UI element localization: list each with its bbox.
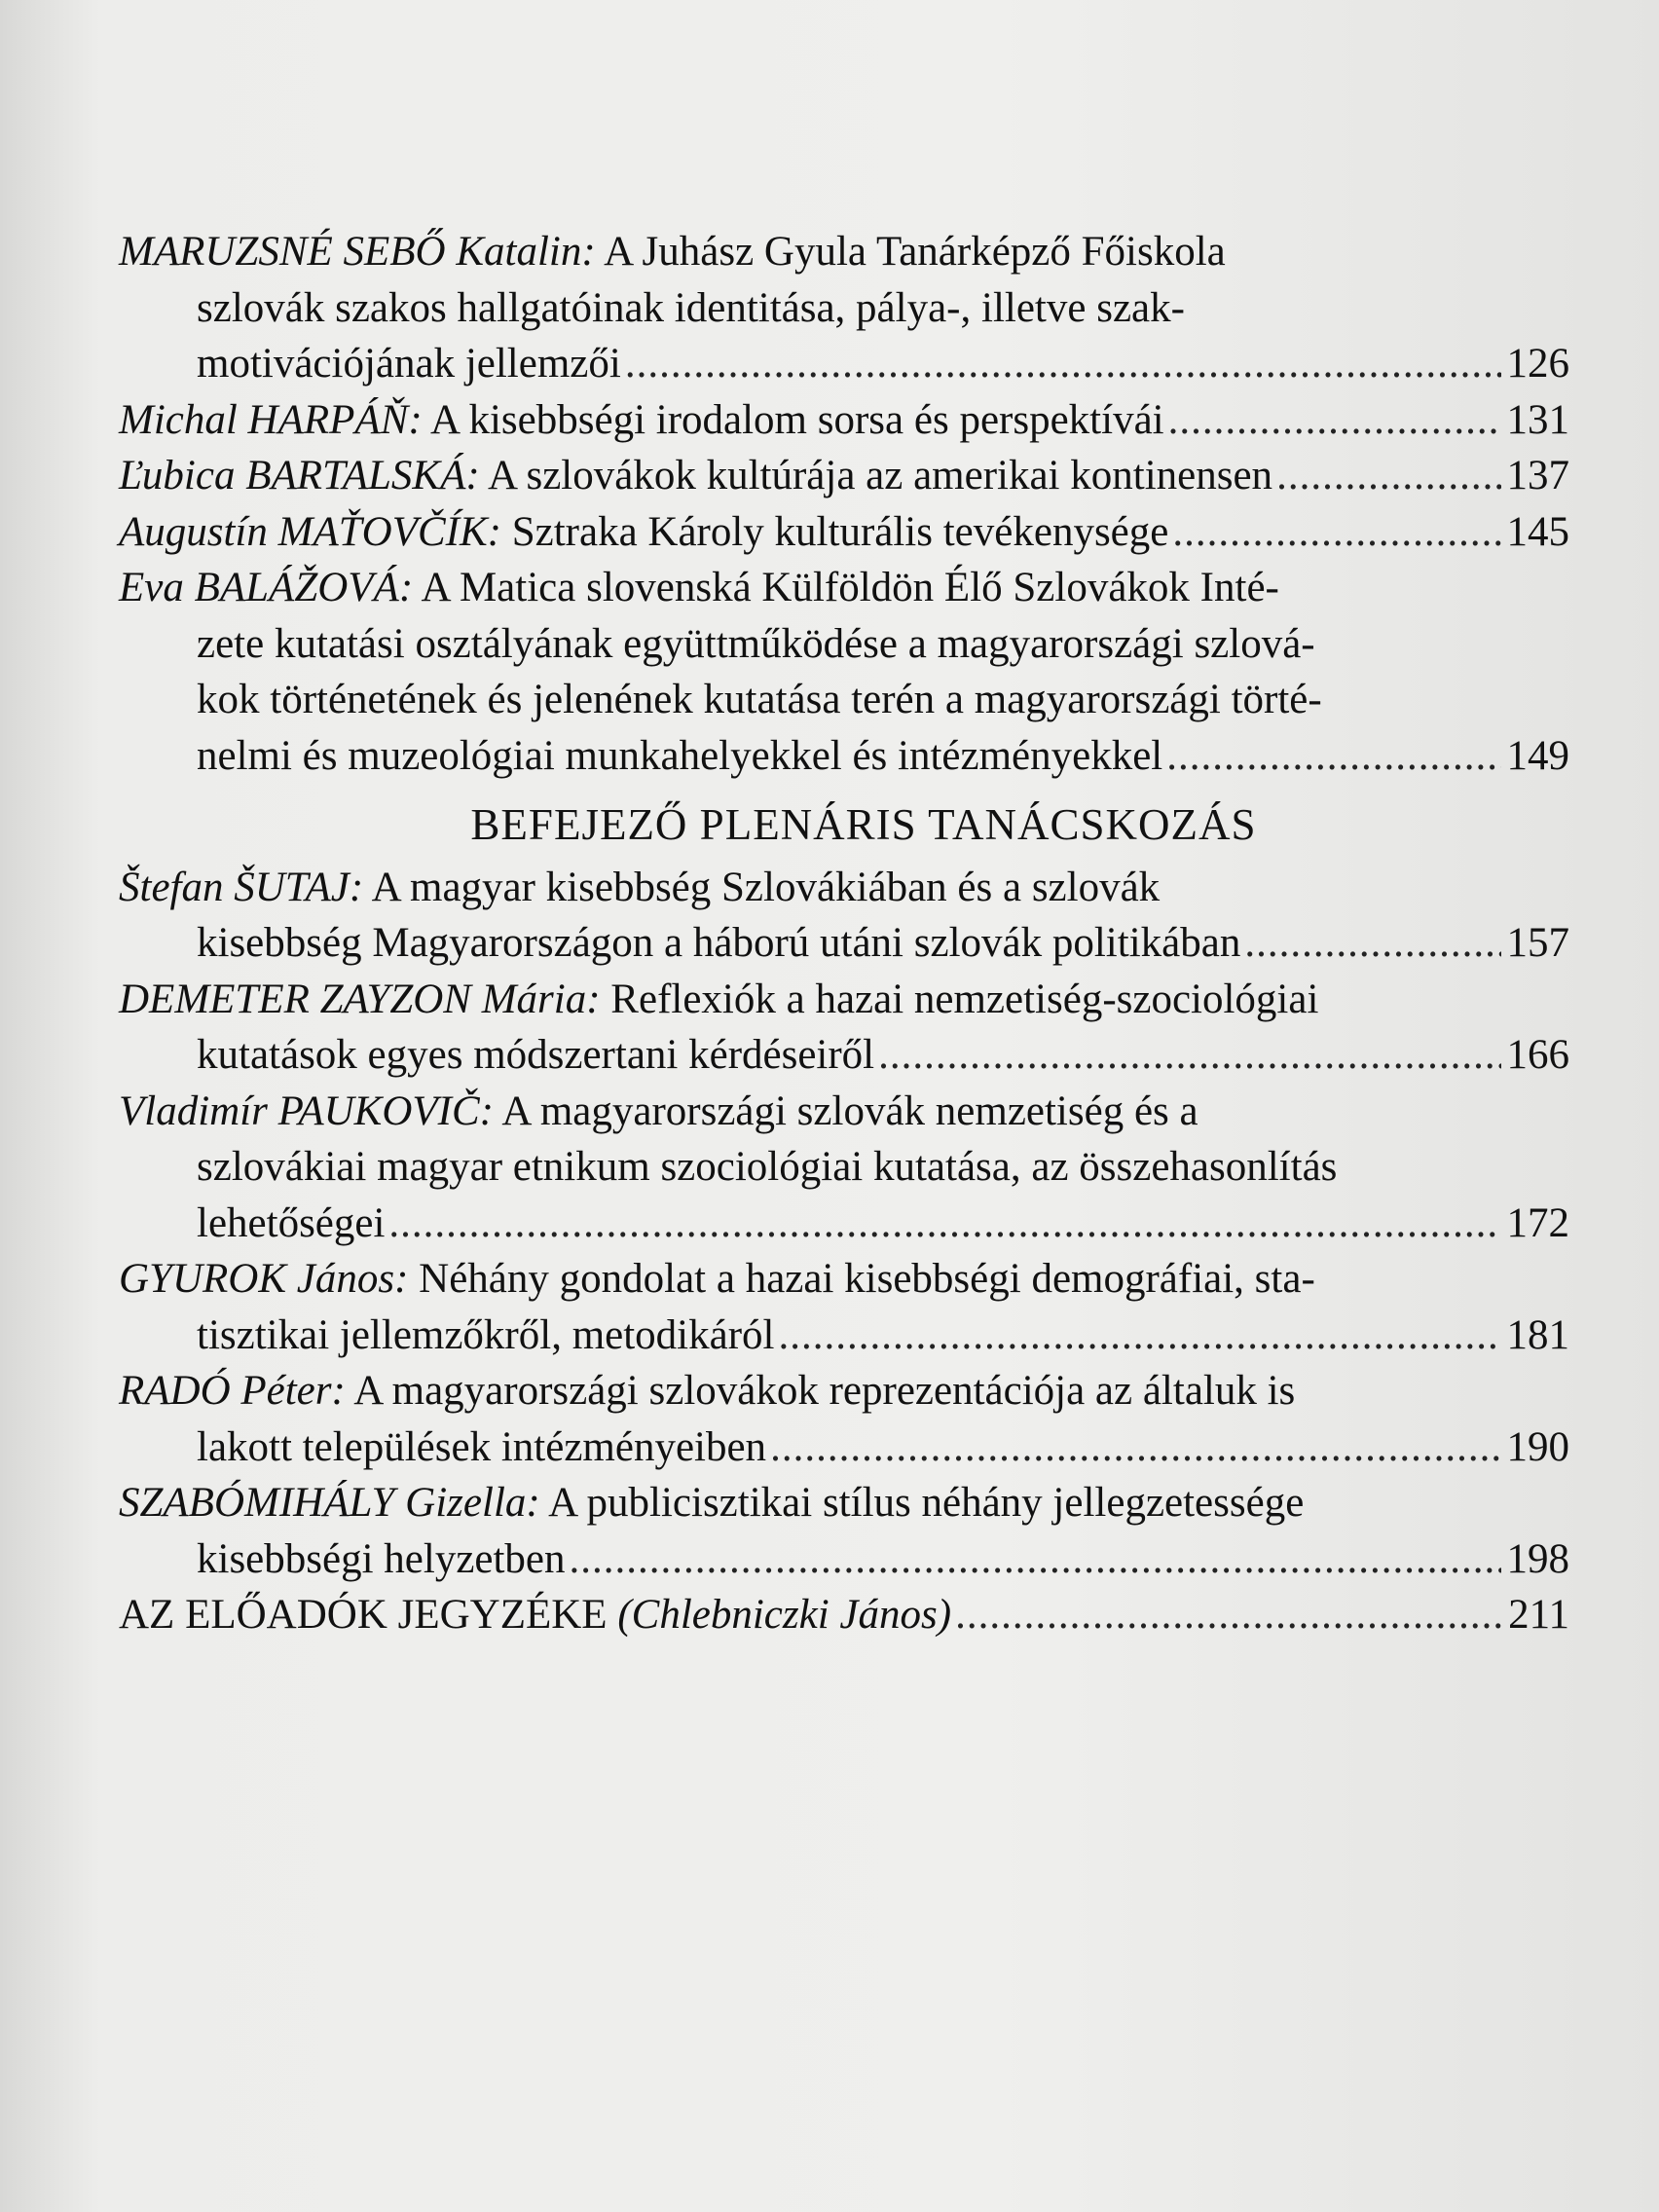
- entry-title-part: kisebbségi helyzetben: [197, 1535, 566, 1582]
- entry-title-part: tisztikai jellemzőkről, metodikáról: [197, 1311, 775, 1358]
- page-number: 157: [1506, 920, 1569, 966]
- toc-entry-rado: [119, 1363, 1569, 1475]
- toc-entry-matovcik: [119, 504, 1569, 561]
- leader-dots: [1166, 728, 1500, 785]
- entry-line: [119, 672, 1569, 728]
- page-number: 211: [1508, 1592, 1569, 1638]
- toc-entry-bartalska: [119, 448, 1569, 504]
- leader-dots: [1244, 915, 1500, 972]
- entry-line: [119, 728, 1569, 785]
- leader-dots: [1172, 504, 1500, 561]
- leader-dots: [955, 1587, 1502, 1643]
- entry-title-part: lehetőségei: [197, 1199, 386, 1246]
- toc-entry-harpan: [119, 392, 1569, 449]
- entry-title-part: A szlovákok kultúrája az amerikai kontinensen: [479, 453, 1273, 498]
- entry-line: [119, 1139, 1569, 1196]
- entry-title-part: A Matica slovenská Külföldön Élő Szlovákok Inté-: [413, 565, 1279, 610]
- entry-author: Eva BALÁŽOVÁ:: [119, 565, 414, 610]
- table-of-contents: [119, 224, 1569, 1643]
- toc-entry-paukovic: [119, 1084, 1569, 1252]
- entry-line: [119, 1363, 1569, 1419]
- leader-dots: [770, 1419, 1500, 1476]
- entry-line: [119, 972, 1569, 1028]
- entry-line: [119, 280, 1569, 337]
- page-number: 126: [1506, 341, 1569, 387]
- entry-title-part: A magyarországi szlovákok reprezentációja az általuk is: [345, 1368, 1296, 1414]
- entry-title-part: Sztraka Károly kulturális tevékenysége: [500, 508, 1169, 555]
- entry-line: [119, 336, 1569, 392]
- entry-line: [119, 1531, 1569, 1588]
- entry-line: [119, 504, 1569, 561]
- page-number: 149: [1506, 732, 1569, 779]
- entry-title-part: A publicisztikai stílus néhány jellegzetessége: [539, 1480, 1305, 1526]
- entry-line: [119, 915, 1569, 972]
- toc-entry-maruzsne: [119, 224, 1569, 392]
- toc-entry-sutaj: [119, 860, 1569, 972]
- page-number: 137: [1506, 453, 1569, 498]
- entry-author: Ľubica BARTALSKÁ:: [119, 453, 480, 498]
- entry-title-part: szlovákiai magyar etnikum szociológiai kutatása, az összehasonlítás: [197, 1144, 1338, 1190]
- page-number: 131: [1506, 396, 1569, 443]
- entry-line: [119, 392, 1569, 449]
- page-number: 172: [1506, 1199, 1569, 1246]
- entry-author: DEMETER ZAYZON Mária:: [119, 976, 601, 1022]
- entry-author: GYUROK János:: [119, 1256, 409, 1302]
- entry-title-part: szlovák szakos hallgatóinak identitása, pálya-, illetve szak-: [197, 284, 1185, 331]
- entry-title-part: kutatások egyes módszertani kérdéseiről: [197, 1032, 875, 1078]
- entry-line: [119, 1419, 1569, 1476]
- section-heading: BEFEJEZŐ PLENÁRIS TANÁCSKOZÁS: [470, 800, 1257, 849]
- entry-line: [119, 1196, 1569, 1252]
- entry-line: [119, 448, 1569, 504]
- entry-author: Michal HARPÁŇ:: [119, 396, 423, 443]
- entry-title-part: A magyar kisebbség Szlovákiában és a szlovák: [363, 864, 1161, 910]
- entry-title-part: A Juhász Gyula Tanárképző Főiskola: [595, 229, 1226, 275]
- page-number: 166: [1506, 1032, 1569, 1078]
- page-number: 181: [1506, 1311, 1569, 1358]
- entry-title-part: kok történetének és jelenének kutatása terén a magyarországi törté-: [197, 677, 1322, 722]
- entry-title-part: motivációjának jellemzői: [197, 341, 621, 387]
- entry-title: AZ ELŐADÓK JEGYZÉKE: [119, 1592, 618, 1638]
- entry-title-part: lakott települések intézményeiben: [197, 1423, 767, 1470]
- leader-dots: [1168, 392, 1501, 449]
- leader-dots: [388, 1196, 1500, 1252]
- entry-compiler: (Chlebniczki János): [617, 1592, 952, 1638]
- toc-entry-speakers-list: [119, 1587, 1569, 1643]
- leader-dots: [1276, 448, 1500, 504]
- entry-author: MARUZSNÉ SEBŐ Katalin:: [119, 229, 596, 275]
- entry-title-part: nelmi és muzeológiai munkahelyekkel és intézményekkel: [197, 732, 1163, 779]
- entry-author: SZABÓMIHÁLY Gizella:: [119, 1480, 540, 1526]
- page-number: 190: [1506, 1423, 1569, 1470]
- leader-dots: [878, 1027, 1500, 1084]
- entry-line: [119, 616, 1569, 673]
- entry-title-part: zete kutatási osztályának együttműködése a magyarországi szlová-: [197, 620, 1315, 667]
- entry-line: [119, 1027, 1569, 1084]
- entry-author: Augustín MAŤOVČÍK:: [119, 508, 501, 555]
- toc-entry-demeter: [119, 972, 1569, 1084]
- leader-dots: [625, 336, 1501, 392]
- leader-dots: [570, 1531, 1501, 1588]
- entry-author: Vladimír PAUKOVIČ:: [119, 1088, 495, 1134]
- leader-dots: [778, 1308, 1500, 1364]
- entry-title-part: A magyarországi szlovák nemzetiség és a: [494, 1088, 1198, 1134]
- page-number: 198: [1506, 1535, 1569, 1582]
- entry-line: [119, 1251, 1569, 1308]
- toc-entry-szabomihaly: [119, 1475, 1569, 1587]
- entry-title-part: A kisebbségi irodalom sorsa és perspektívái: [422, 396, 1164, 443]
- entry-line: [119, 1308, 1569, 1364]
- entry-author: RADÓ Péter:: [119, 1368, 346, 1414]
- entry-author: Štefan ŠUTAJ:: [119, 864, 364, 910]
- entry-line: [119, 1475, 1569, 1531]
- entry-line: [119, 1587, 1569, 1643]
- entry-title-part: Reflexiók a hazai nemzetiség-szociológiai: [600, 976, 1319, 1022]
- entry-title-part: Néhány gondolat a hazai kisebbségi demográfiai, sta-: [408, 1256, 1315, 1302]
- page-number: 145: [1506, 508, 1569, 555]
- toc-entry-gyurok: [119, 1251, 1569, 1363]
- entry-title-part: kisebbség Magyarországon a háború utáni szlovák politikában: [197, 920, 1241, 966]
- entry-line: [119, 1084, 1569, 1140]
- entry-line: [119, 860, 1569, 916]
- entry-line: [119, 560, 1569, 616]
- entry-line: [119, 224, 1569, 280]
- toc-entry-balazova: [119, 560, 1569, 784]
